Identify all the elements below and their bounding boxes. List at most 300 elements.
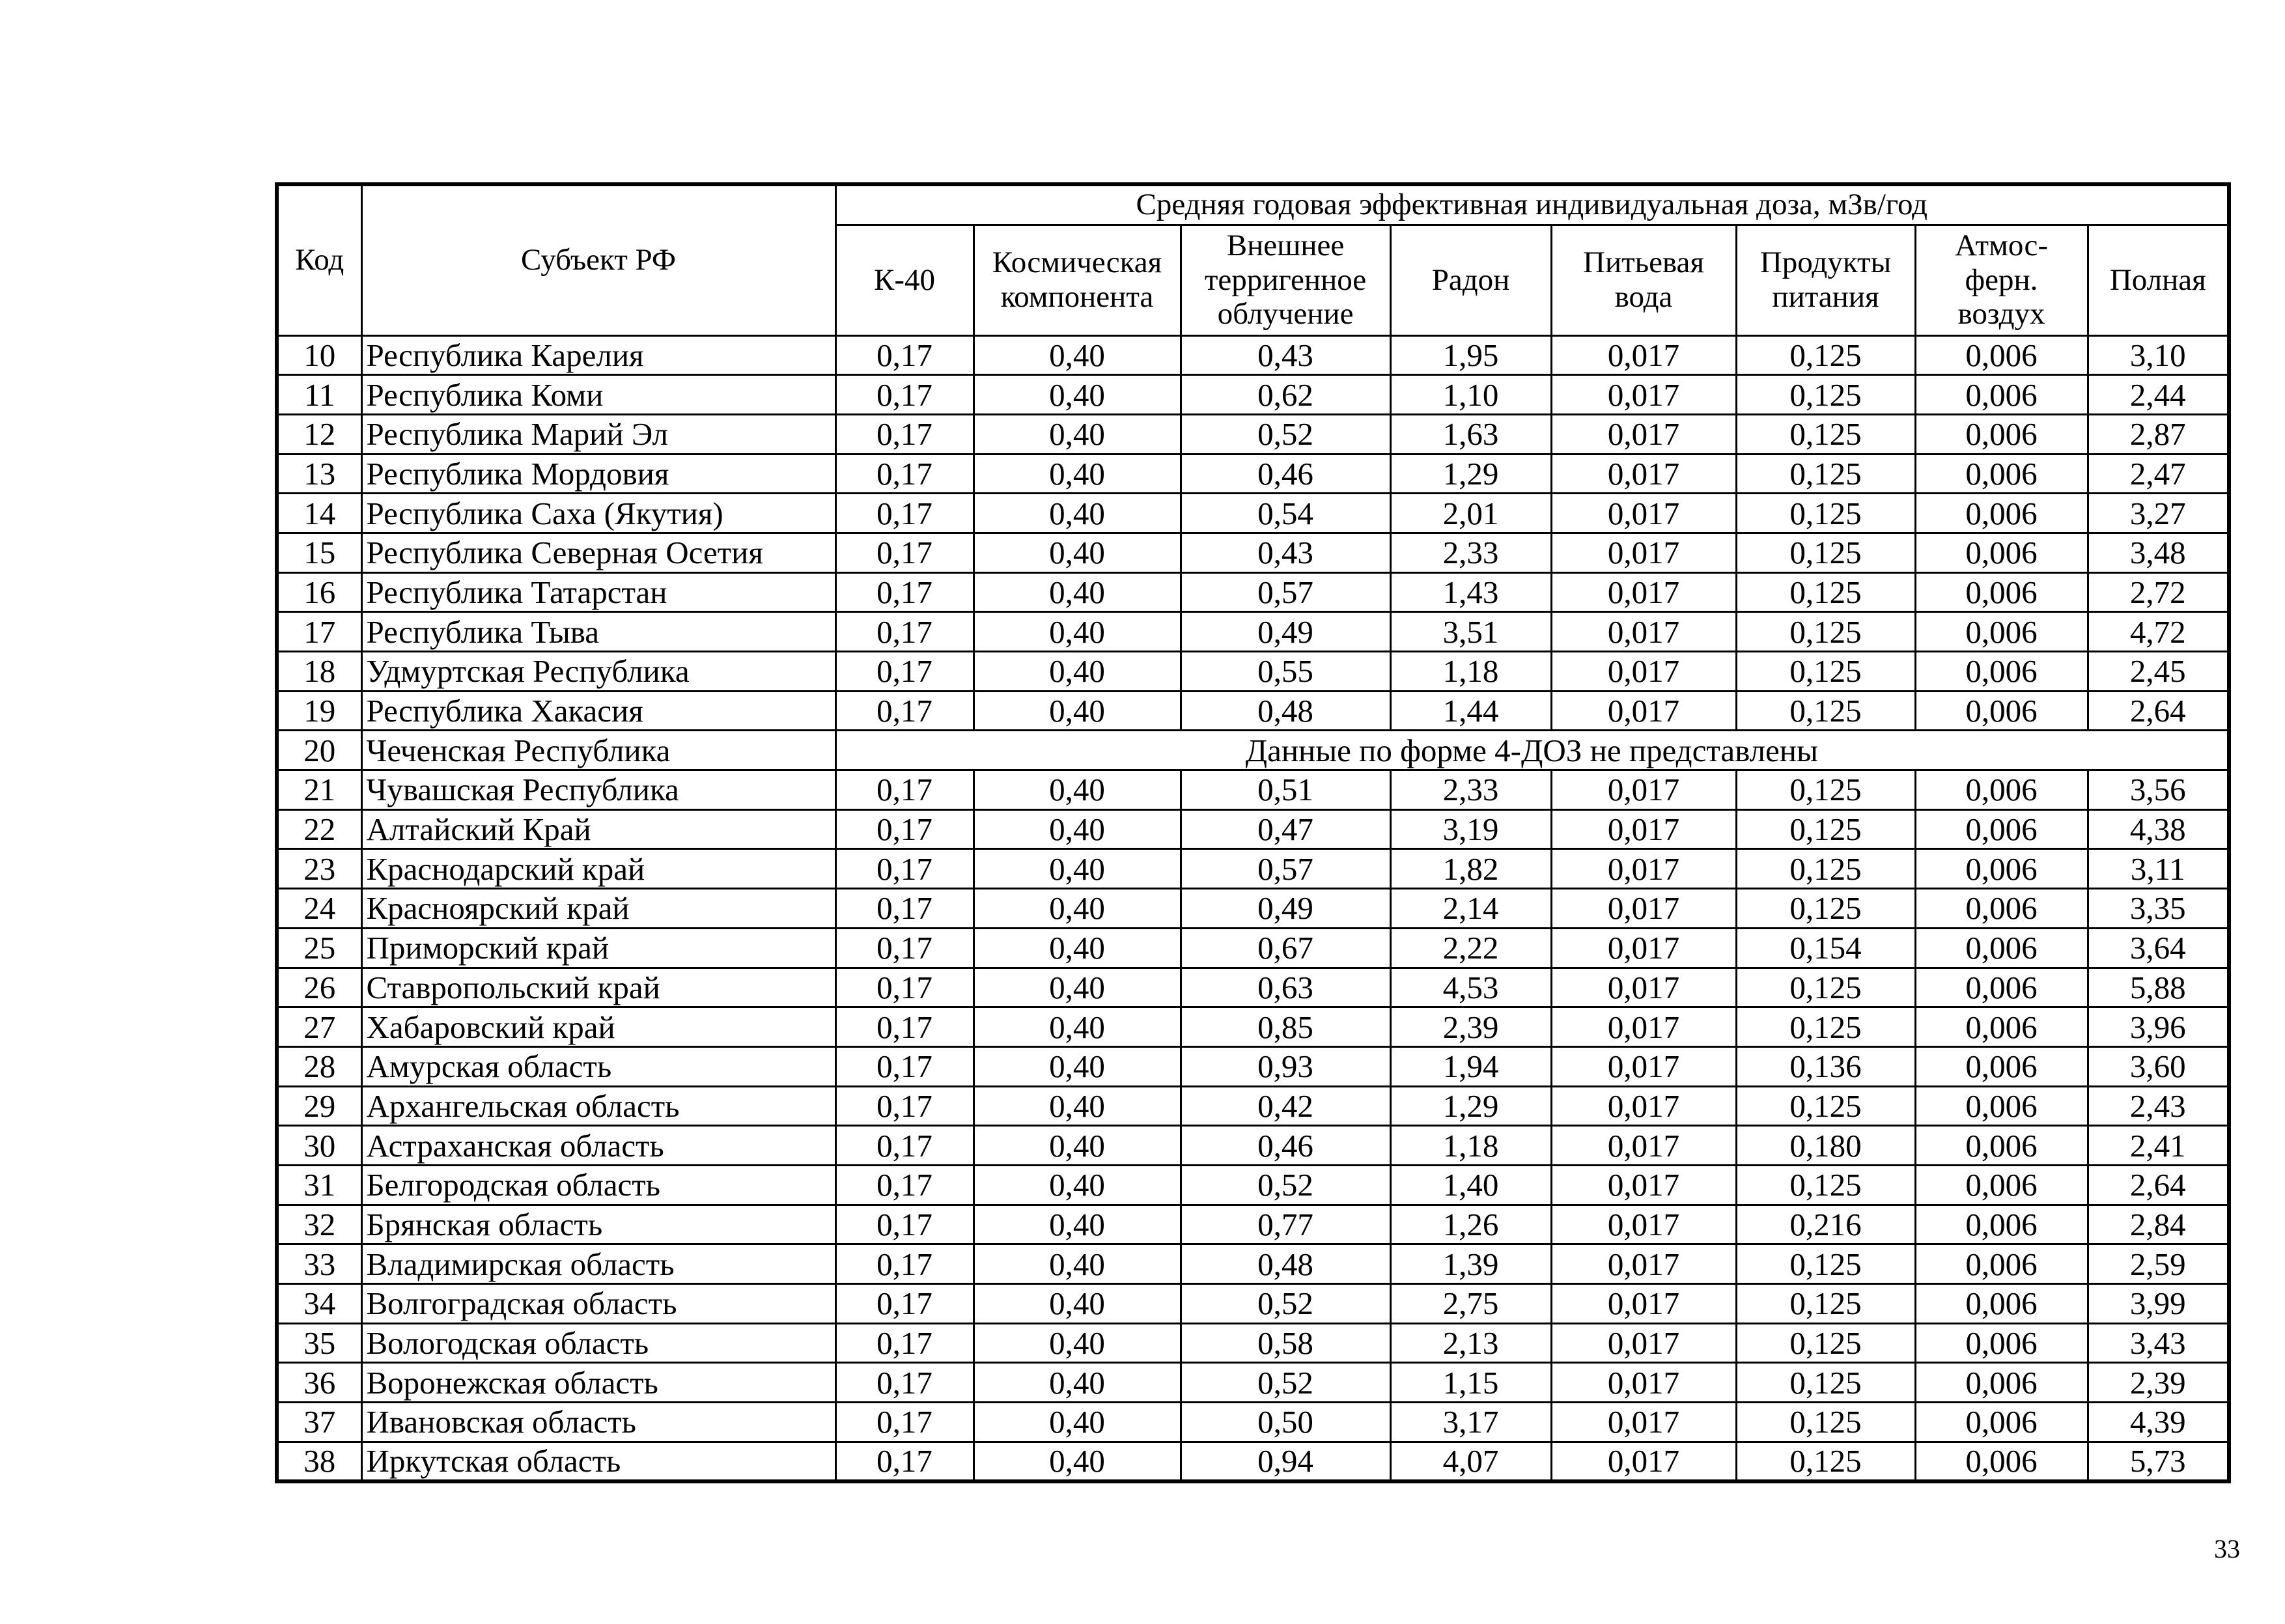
dose-table (275, 182, 2231, 1483)
header-food-line2: питания (1772, 280, 1879, 314)
cell-k40: 0,17 (835, 335, 974, 375)
cell-code: 38 (277, 1442, 361, 1481)
cell-water: 0,017 (1551, 1244, 1736, 1284)
cell-radon: 1,39 (1390, 1244, 1551, 1284)
cell-food: 0,125 (1736, 335, 1915, 375)
cell-radon: 2,01 (1390, 494, 1551, 533)
table-row (277, 1126, 2229, 1166)
cell-water: 0,017 (1551, 1323, 1736, 1363)
cell-code: 27 (277, 1007, 361, 1047)
cell-terrigenous: 0,54 (1181, 494, 1390, 533)
cell-terrigenous: 0,57 (1181, 572, 1390, 612)
table-row (277, 691, 2229, 731)
cell-cosmic: 0,40 (974, 494, 1181, 533)
cell-code: 26 (277, 968, 361, 1007)
cell-code: 23 (277, 849, 361, 889)
cell-region: Республика Тыва (361, 612, 835, 652)
cell-radon: 1,10 (1390, 375, 1551, 415)
cell-water: 0,017 (1551, 454, 1736, 494)
page-number: 33 (2214, 1534, 2240, 1563)
cell-cosmic: 0,40 (974, 1323, 1181, 1363)
cell-air: 0,006 (1915, 968, 2088, 1007)
cell-radon: 1,15 (1390, 1363, 1551, 1403)
cell-cosmic: 0,40 (974, 691, 1181, 731)
cell-k40: 0,17 (835, 928, 974, 968)
cell-terrigenous: 0,43 (1181, 335, 1390, 375)
cell-cosmic: 0,40 (974, 849, 1181, 889)
cell-radon: 1,94 (1390, 1046, 1551, 1086)
cell-water: 0,017 (1551, 494, 1736, 533)
header-dose-group: Средняя годовая эффективная индивидуальная доза, мЗв/год (835, 184, 2229, 225)
cell-code: 29 (277, 1086, 361, 1126)
cell-cosmic: 0,40 (974, 1007, 1181, 1047)
cell-cosmic: 0,40 (974, 1363, 1181, 1403)
cell-terrigenous: 0,57 (1181, 849, 1390, 889)
cell-cosmic: 0,40 (974, 454, 1181, 494)
cell-air: 0,006 (1915, 375, 2088, 415)
cell-air: 0,006 (1915, 889, 2088, 929)
cell-water: 0,017 (1551, 1007, 1736, 1047)
cell-water: 0,017 (1551, 770, 1736, 810)
cell-region: Республика Марий Эл (361, 414, 835, 454)
cell-terrigenous: 0,67 (1181, 928, 1390, 968)
cell-radon: 1,29 (1390, 454, 1551, 494)
cell-region: Краснодарский край (361, 849, 835, 889)
cell-terrigenous: 0,49 (1181, 612, 1390, 652)
table-row (277, 1323, 2229, 1363)
cell-region: Удмуртская Республика (361, 652, 835, 692)
cell-air: 0,006 (1915, 1126, 2088, 1166)
cell-water: 0,017 (1551, 572, 1736, 612)
table-row (277, 1007, 2229, 1047)
cell-cosmic: 0,40 (974, 1403, 1181, 1442)
cell-terrigenous: 0,94 (1181, 1442, 1390, 1481)
table-row (277, 731, 2229, 770)
cell-food: 0,125 (1736, 968, 1915, 1007)
cell-total: 2,45 (2088, 652, 2229, 692)
table-row (277, 572, 2229, 612)
cell-k40: 0,17 (835, 454, 974, 494)
cell-water: 0,017 (1551, 1165, 1736, 1205)
cell-region: Архангельская область (361, 1086, 835, 1126)
cell-radon: 2,39 (1390, 1007, 1551, 1047)
cell-air: 0,006 (1915, 1363, 2088, 1403)
table-row (277, 849, 2229, 889)
cell-water: 0,017 (1551, 1284, 1736, 1324)
cell-region: Республика Северная Осетия (361, 533, 835, 572)
cell-region: Чувашская Республика (361, 770, 835, 810)
cell-k40: 0,17 (835, 375, 974, 415)
cell-code: 11 (277, 375, 361, 415)
cell-cosmic: 0,40 (974, 1442, 1181, 1481)
cell-total: 2,87 (2088, 414, 2229, 454)
cell-k40: 0,17 (835, 1007, 974, 1047)
cell-region: Хабаровский край (361, 1007, 835, 1047)
cell-water: 0,017 (1551, 1046, 1736, 1086)
cell-k40: 0,17 (835, 1363, 974, 1403)
header-cosmic-line1: Космическая (992, 245, 1162, 280)
cell-food: 0,125 (1736, 1363, 1915, 1403)
cell-food: 0,180 (1736, 1126, 1915, 1166)
cell-water: 0,017 (1551, 652, 1736, 692)
cell-radon: 3,19 (1390, 809, 1551, 849)
header-total: Полная (2088, 225, 2229, 335)
cell-food: 0,125 (1736, 1442, 1915, 1481)
cell-code: 17 (277, 612, 361, 652)
cell-k40: 0,17 (835, 572, 974, 612)
cell-k40: 0,17 (835, 691, 974, 731)
cell-air: 0,006 (1915, 494, 2088, 533)
cell-radon: 2,13 (1390, 1323, 1551, 1363)
cell-air: 0,006 (1915, 1403, 2088, 1442)
cell-food: 0,125 (1736, 375, 1915, 415)
header-cosmic (974, 225, 1181, 335)
cell-terrigenous: 0,47 (1181, 809, 1390, 849)
cell-water: 0,017 (1551, 1086, 1736, 1126)
cell-air: 0,006 (1915, 612, 2088, 652)
cell-total: 2,44 (2088, 375, 2229, 415)
cell-region: Алтайский Край (361, 809, 835, 849)
cell-region: Амурская область (361, 1046, 835, 1086)
header-air-line2: ферн. (1965, 262, 2038, 297)
cell-food: 0,125 (1736, 1165, 1915, 1205)
table-row (277, 1205, 2229, 1244)
cell-total: 3,96 (2088, 1007, 2229, 1047)
cell-food: 0,125 (1736, 770, 1915, 810)
cell-total: 3,10 (2088, 335, 2229, 375)
cell-region: Республика Коми (361, 375, 835, 415)
cell-code: 24 (277, 889, 361, 929)
cell-total: 3,60 (2088, 1046, 2229, 1086)
cell-water: 0,017 (1551, 928, 1736, 968)
cell-k40: 0,17 (835, 533, 974, 572)
header-air (1915, 225, 2088, 335)
header-air-line1: Атмос- (1954, 229, 2049, 263)
table-row (277, 414, 2229, 454)
cell-code: 19 (277, 691, 361, 731)
header-code: Код (277, 184, 361, 335)
cell-food: 0,125 (1736, 612, 1915, 652)
table-row (277, 889, 2229, 929)
cell-region: Республика Хакасия (361, 691, 835, 731)
cell-terrigenous: 0,77 (1181, 1205, 1390, 1244)
cell-terrigenous: 0,43 (1181, 533, 1390, 572)
cell-radon: 2,14 (1390, 889, 1551, 929)
cell-cosmic: 0,40 (974, 770, 1181, 810)
cell-terrigenous: 0,63 (1181, 968, 1390, 1007)
cell-code: 21 (277, 770, 361, 810)
cell-radon: 1,43 (1390, 572, 1551, 612)
cell-food: 0,125 (1736, 494, 1915, 533)
header-terrigenous-line1: Внешнее (1226, 229, 1345, 263)
cell-cosmic: 0,40 (974, 1046, 1181, 1086)
cell-region: Чеченская Республика (361, 731, 835, 770)
cell-radon: 3,51 (1390, 612, 1551, 652)
cell-terrigenous: 0,48 (1181, 1244, 1390, 1284)
cell-air: 0,006 (1915, 335, 2088, 375)
cell-total: 2,64 (2088, 1165, 2229, 1205)
cell-code: 25 (277, 928, 361, 968)
cell-total: 2,47 (2088, 454, 2229, 494)
table-row (277, 533, 2229, 572)
cell-food: 0,125 (1736, 1086, 1915, 1126)
cell-k40: 0,17 (835, 889, 974, 929)
cell-k40: 0,17 (835, 1323, 974, 1363)
cell-total: 3,27 (2088, 494, 2229, 533)
cell-food: 0,136 (1736, 1046, 1915, 1086)
cell-water: 0,017 (1551, 968, 1736, 1007)
cell-food: 0,125 (1736, 414, 1915, 454)
table-row (277, 1284, 2229, 1324)
cell-food: 0,125 (1736, 809, 1915, 849)
cell-cosmic: 0,40 (974, 1284, 1181, 1324)
header-air-line3: воздух (1957, 297, 2045, 331)
cell-radon: 1,82 (1390, 849, 1551, 889)
header-food (1736, 225, 1915, 335)
cell-air: 0,006 (1915, 1046, 2088, 1086)
cell-code: 30 (277, 1126, 361, 1166)
table-row (277, 454, 2229, 494)
cell-cosmic: 0,40 (974, 1205, 1181, 1244)
cell-terrigenous: 0,52 (1181, 414, 1390, 454)
cell-k40: 0,17 (835, 414, 974, 454)
cell-terrigenous: 0,62 (1181, 375, 1390, 415)
cell-food: 0,125 (1736, 652, 1915, 692)
cell-region: Ставропольский край (361, 968, 835, 1007)
header-radon: Радон (1390, 225, 1551, 335)
cell-total: 2,72 (2088, 572, 2229, 612)
table-row (277, 1165, 2229, 1205)
cell-water: 0,017 (1551, 1363, 1736, 1403)
cell-food: 0,125 (1736, 1284, 1915, 1324)
cell-terrigenous: 0,52 (1181, 1363, 1390, 1403)
cell-water: 0,017 (1551, 1205, 1736, 1244)
cell-water: 0,017 (1551, 1442, 1736, 1481)
cell-region: Вологодская область (361, 1323, 835, 1363)
cell-region: Республика Татарстан (361, 572, 835, 612)
header-terrigenous-line3: облучение (1217, 297, 1354, 331)
cell-radon: 4,07 (1390, 1442, 1551, 1481)
cell-k40: 0,17 (835, 612, 974, 652)
cell-k40: 0,17 (835, 1126, 974, 1166)
table-row (277, 1086, 2229, 1126)
cell-air: 0,006 (1915, 849, 2088, 889)
cell-total: 3,64 (2088, 928, 2229, 968)
cell-k40: 0,17 (835, 1284, 974, 1324)
cell-terrigenous: 0,42 (1181, 1086, 1390, 1126)
cell-air: 0,006 (1915, 1165, 2088, 1205)
cell-total: 4,39 (2088, 1403, 2229, 1442)
cell-cosmic: 0,40 (974, 572, 1181, 612)
cell-radon: 3,17 (1390, 1403, 1551, 1442)
cell-total: 3,43 (2088, 1323, 2229, 1363)
cell-terrigenous: 0,46 (1181, 1126, 1390, 1166)
cell-region: Иркутская область (361, 1442, 835, 1481)
cell-code: 34 (277, 1284, 361, 1324)
cell-cosmic: 0,40 (974, 652, 1181, 692)
cell-water: 0,017 (1551, 691, 1736, 731)
table-row (277, 375, 2229, 415)
cell-region: Республика Саха (Якутия) (361, 494, 835, 533)
header-water-line2: вода (1614, 280, 1673, 314)
cell-no-data-note: Данные по форме 4-ДОЗ не представлены (835, 731, 2229, 770)
cell-k40: 0,17 (835, 968, 974, 1007)
header-water-line1: Питьевая (1583, 245, 1704, 280)
cell-terrigenous: 0,49 (1181, 889, 1390, 929)
table-row (277, 494, 2229, 533)
cell-total: 4,38 (2088, 809, 2229, 849)
cell-region: Воронежская область (361, 1363, 835, 1403)
cell-region: Белгородская область (361, 1165, 835, 1205)
cell-water: 0,017 (1551, 809, 1736, 849)
cell-region: Приморский край (361, 928, 835, 968)
cell-k40: 0,17 (835, 1046, 974, 1086)
cell-cosmic: 0,40 (974, 1244, 1181, 1284)
cell-food: 0,216 (1736, 1205, 1915, 1244)
header-cosmic-line2: компонента (1000, 280, 1154, 314)
cell-cosmic: 0,40 (974, 809, 1181, 849)
cell-air: 0,006 (1915, 533, 2088, 572)
cell-k40: 0,17 (835, 494, 974, 533)
cell-code: 10 (277, 335, 361, 375)
cell-cosmic: 0,40 (974, 928, 1181, 968)
header-region: Субъект РФ (361, 184, 835, 335)
cell-region: Красноярский край (361, 889, 835, 929)
cell-total: 3,48 (2088, 533, 2229, 572)
table-row (277, 770, 2229, 810)
cell-total: 3,99 (2088, 1284, 2229, 1324)
cell-k40: 0,17 (835, 1244, 974, 1284)
cell-code: 13 (277, 454, 361, 494)
cell-total: 5,88 (2088, 968, 2229, 1007)
cell-radon: 1,18 (1390, 1126, 1551, 1166)
cell-food: 0,125 (1736, 1403, 1915, 1442)
table-row (277, 968, 2229, 1007)
cell-total: 4,72 (2088, 612, 2229, 652)
cell-water: 0,017 (1551, 533, 1736, 572)
cell-terrigenous: 0,55 (1181, 652, 1390, 692)
cell-region: Брянская область (361, 1205, 835, 1244)
cell-code: 37 (277, 1403, 361, 1442)
cell-terrigenous: 0,48 (1181, 691, 1390, 731)
cell-food: 0,125 (1736, 572, 1915, 612)
cell-water: 0,017 (1551, 375, 1736, 415)
cell-air: 0,006 (1915, 928, 2088, 968)
cell-total: 3,56 (2088, 770, 2229, 810)
cell-air: 0,006 (1915, 1086, 2088, 1126)
cell-radon: 2,75 (1390, 1284, 1551, 1324)
cell-k40: 0,17 (835, 1442, 974, 1481)
cell-k40: 0,17 (835, 1165, 974, 1205)
cell-code: 18 (277, 652, 361, 692)
cell-air: 0,006 (1915, 691, 2088, 731)
cell-total: 2,41 (2088, 1126, 2229, 1166)
cell-code: 33 (277, 1244, 361, 1284)
cell-total: 3,11 (2088, 849, 2229, 889)
cell-terrigenous: 0,46 (1181, 454, 1390, 494)
cell-radon: 1,40 (1390, 1165, 1551, 1205)
cell-cosmic: 0,40 (974, 375, 1181, 415)
table-row (277, 1363, 2229, 1403)
cell-radon: 1,26 (1390, 1205, 1551, 1244)
cell-terrigenous: 0,93 (1181, 1046, 1390, 1086)
cell-food: 0,125 (1736, 691, 1915, 731)
cell-terrigenous: 0,51 (1181, 770, 1390, 810)
table-row (277, 928, 2229, 968)
cell-code: 22 (277, 809, 361, 849)
cell-food: 0,125 (1736, 1244, 1915, 1284)
cell-water: 0,017 (1551, 612, 1736, 652)
cell-food: 0,125 (1736, 533, 1915, 572)
table-row (277, 1442, 2229, 1481)
cell-total: 2,64 (2088, 691, 2229, 731)
cell-cosmic: 0,40 (974, 1086, 1181, 1126)
table-row (277, 612, 2229, 652)
cell-cosmic: 0,40 (974, 889, 1181, 929)
cell-code: 14 (277, 494, 361, 533)
cell-food: 0,125 (1736, 849, 1915, 889)
cell-food: 0,125 (1736, 454, 1915, 494)
cell-water: 0,017 (1551, 335, 1736, 375)
cell-total: 3,35 (2088, 889, 2229, 929)
cell-region: Астраханская область (361, 1126, 835, 1166)
table-row (277, 652, 2229, 692)
cell-water: 0,017 (1551, 889, 1736, 929)
header-k40: К-40 (835, 225, 974, 335)
cell-water: 0,017 (1551, 414, 1736, 454)
table-row (277, 1046, 2229, 1086)
cell-k40: 0,17 (835, 1086, 974, 1126)
cell-air: 0,006 (1915, 572, 2088, 612)
cell-cosmic: 0,40 (974, 533, 1181, 572)
cell-code: 20 (277, 731, 361, 770)
cell-radon: 2,22 (1390, 928, 1551, 968)
cell-total: 5,73 (2088, 1442, 2229, 1481)
cell-water: 0,017 (1551, 1403, 1736, 1442)
cell-terrigenous: 0,52 (1181, 1165, 1390, 1205)
table-row (277, 1403, 2229, 1442)
cell-air: 0,006 (1915, 1323, 2088, 1363)
table-body (277, 335, 2229, 1481)
table-row (277, 1244, 2229, 1284)
cell-cosmic: 0,40 (974, 1165, 1181, 1205)
cell-region: Волгоградская область (361, 1284, 835, 1324)
cell-code: 28 (277, 1046, 361, 1086)
cell-total: 2,84 (2088, 1205, 2229, 1244)
cell-radon: 2,33 (1390, 770, 1551, 810)
cell-code: 32 (277, 1205, 361, 1244)
cell-terrigenous: 0,52 (1181, 1284, 1390, 1324)
cell-region: Владимирская область (361, 1244, 835, 1284)
cell-radon: 4,53 (1390, 968, 1551, 1007)
cell-code: 16 (277, 572, 361, 612)
cell-air: 0,006 (1915, 414, 2088, 454)
cell-total: 2,43 (2088, 1086, 2229, 1126)
cell-k40: 0,17 (835, 1205, 974, 1244)
cell-cosmic: 0,40 (974, 968, 1181, 1007)
header-terrigenous-line2: терригенное (1204, 262, 1367, 297)
cell-total: 2,39 (2088, 1363, 2229, 1403)
cell-code: 36 (277, 1363, 361, 1403)
cell-air: 0,006 (1915, 1205, 2088, 1244)
cell-region: Республика Карелия (361, 335, 835, 375)
cell-food: 0,125 (1736, 889, 1915, 929)
cell-air: 0,006 (1915, 1442, 2088, 1481)
cell-k40: 0,17 (835, 809, 974, 849)
cell-cosmic: 0,40 (974, 612, 1181, 652)
cell-region: Республика Мордовия (361, 454, 835, 494)
cell-air: 0,006 (1915, 652, 2088, 692)
